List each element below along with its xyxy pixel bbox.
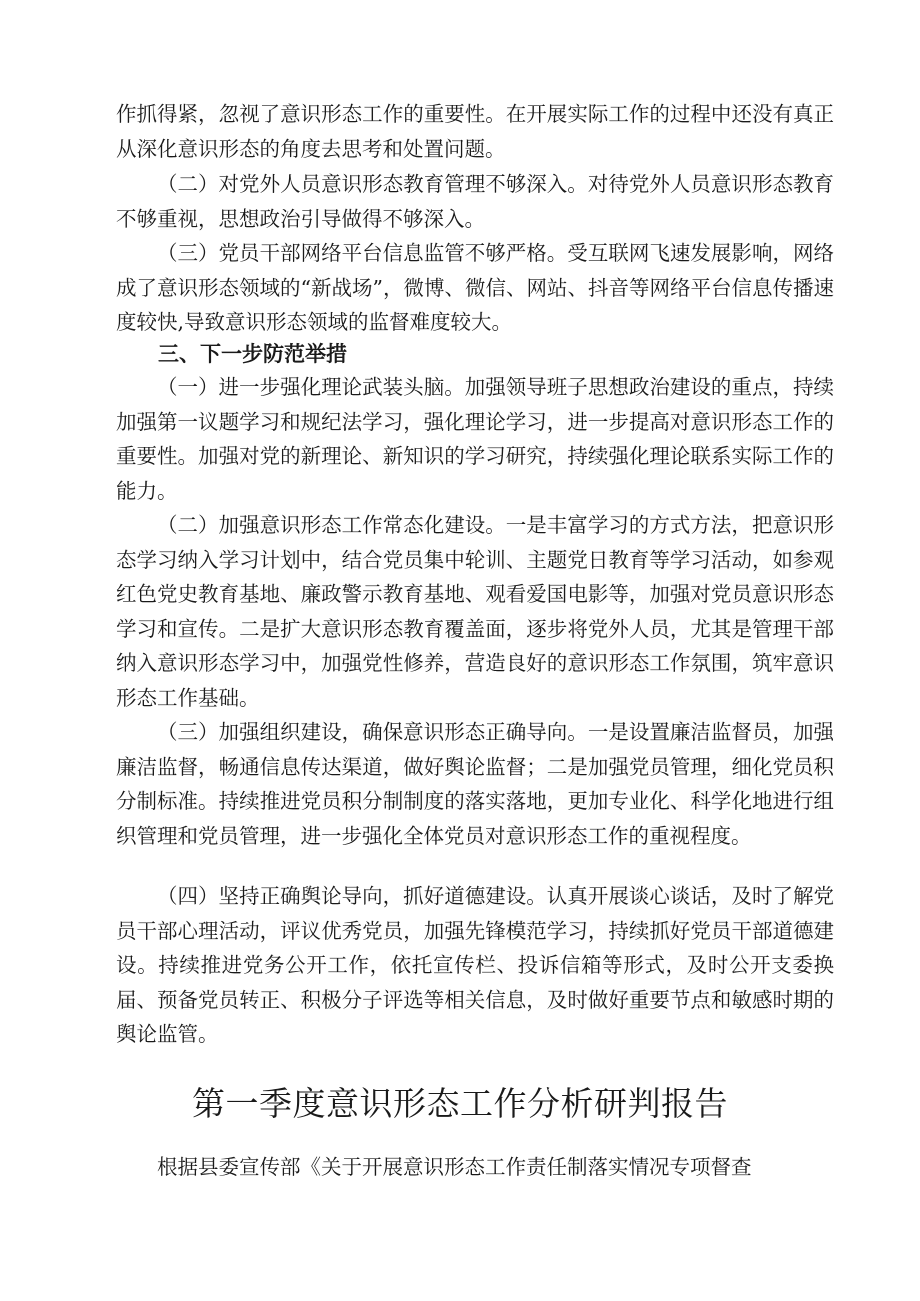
- measure-2-paragraph: （二）加强意识形态工作常态化建设。一是丰富学习的方式方法，把意识形态学习纳入学习计划中，结合党员集中轮训、主题党日教育等学习活动，如参观红色党史教育基地、廉政警示教育基地、观看爱国电影等，加强对党员意识形态学习和宣传。二是扩大意识形态教育覆盖面，逐步将党外人员，尤其是管理干部纳入意识形态学习中，加强党性修养，营造良好的意识形态工作氛围，筑牢意识形态工作基础。: [116, 513, 834, 710]
- section-3-heading: 三、下一步防范举措: [158, 342, 347, 366]
- continuation-paragraph: 作抓得紧，忽视了意识形态工作的重要性。在开展实际工作的过程中还没有真正从深化意识形态的角度去思考和处置问题。: [116, 102, 834, 161]
- next-report-intro: 根据县委宣传部《关于开展意识形态工作责任制落实情况专项督查: [157, 1155, 752, 1179]
- next-report-title: 第一季度意识形态工作分析研判报告: [192, 1084, 728, 1123]
- measure-4-paragraph: （四）坚持正确舆论导向，抓好道德建设。认真开展谈心谈话，及时了解党员干部心理活动，评议优秀党员，加强先锋模范学习，持续抓好党员干部道德建设。持续推进党务公开工作，依托宣传栏、投诉信箱等形式，及时公开支委换届、预备党员转正、积极分子评选等相关信息，及时做好重要节点和敏感时期的舆论监管。: [116, 884, 834, 1046]
- problem-3-paragraph: （三）党员干部网络平台信息监管不够严格。受互联网飞速发展影响，网络成了意识形态领域的“新战场”，微博、微信、网站、抖音等网络平台信息传播速度较快,导致意识形态领域的监督难度较大。: [116, 241, 834, 334]
- problem-2-paragraph: （二）对党外人员意识形态教育管理不够深入。对待党外人员意识形态教育不够重视，思想政治引导做得不够深入。: [116, 172, 834, 231]
- measure-3-paragraph: （三）加强组织建设，确保意识形态正确导向。一是设置廉洁监督员，加强廉洁监督，畅通信息传达渠道，做好舆论监督；二是加强党员管理，细化党员积分制标准。持续推进党员积分制制度的落实落地，更加专业化、科学化地进行组织管理和党员管理，进一步强化全体党员对意识形态工作的重视程度。: [116, 720, 834, 848]
- measure-1-paragraph: （一）进一步强化理论武装头脑。加强领导班子思想政治建设的重点，持续加强第一议题学习和规纪法学习，强化理论学习，进一步提高对意识形态工作的重要性。加强对党的新理论、新知识的学习研究，持续强化理论联系实际工作的能力。: [116, 375, 834, 503]
